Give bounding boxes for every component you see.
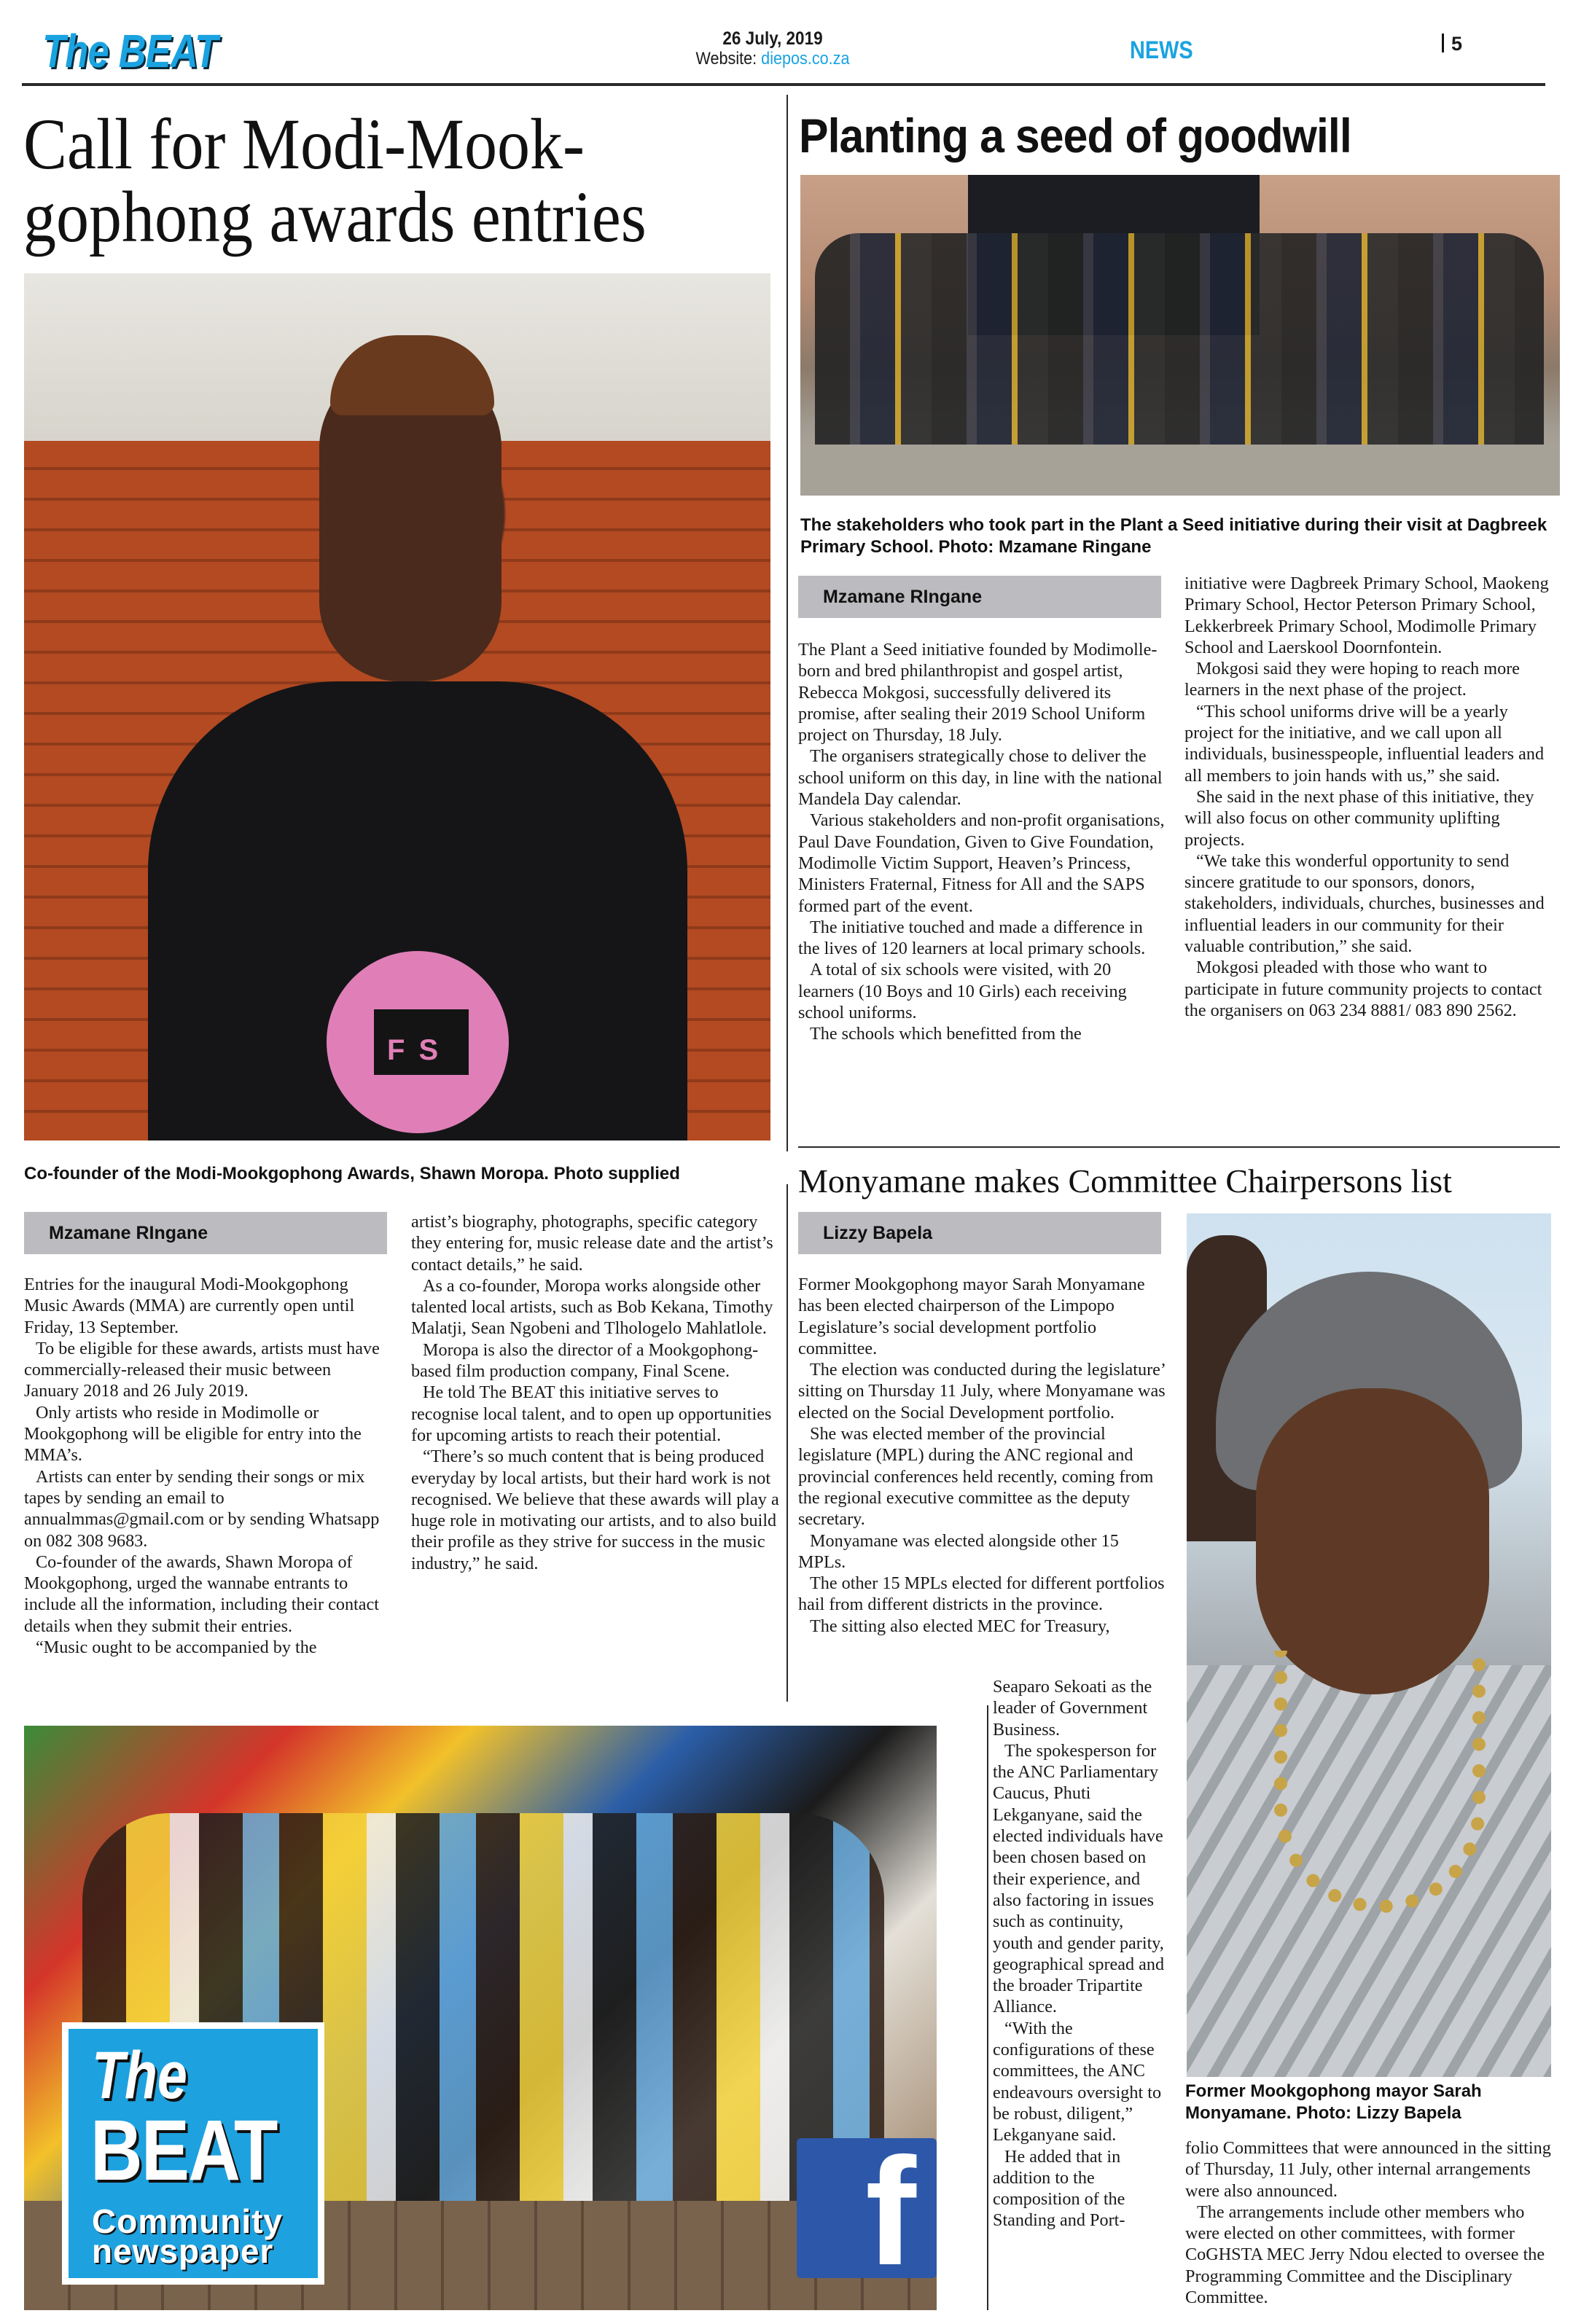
badge-tagline	[92, 2202, 283, 2271]
paragraph: The arrangements include other members who were elected on other committees, with former CoGHSTA MEC Jerry Ndou elected to oversee the Programming Committee and the Disciplinary Committee.	[1185, 2202, 1545, 2308]
page-number: 5	[1442, 33, 1462, 55]
paragraph: Mokgosi said they were hoping to reach more learners in the next phase of the project.	[1184, 659, 1520, 700]
paragraph: The election was conducted during the legislature’ sitting on Thursday 11 July, where Monyamane was elected on the Social Development portfolio.	[798, 1360, 1166, 1423]
paragraph: Seaparo Sekoati as the leader of Government Business.	[993, 1677, 1152, 1740]
paragraph: The initiative touched and made a difference in the lives of 120 learners at local primary schools.	[798, 917, 1146, 959]
paragraph: Co-founder of the awards, Shawn Moropa of Mookgophong, urged the wannabe entrants to include all the information, including their contact details when they submit their entries.	[24, 1552, 379, 1636]
paragraph: Only artists who reside in Modimolle or Mookgophong will be eligible for entry into the MMA’s.	[24, 1402, 362, 1466]
article-column-awards-a	[24, 1274, 389, 1658]
paragraph: To be eligible for these awards, artists must have commercially-released their music between January 2018 and 26 July 2019.	[24, 1338, 380, 1401]
photo-shawn-moropa	[24, 273, 770, 1141]
headline-seed: Planting a seed of goodwill	[799, 109, 1351, 163]
website-line	[687, 50, 858, 69]
paragraph: Artists can enter by sending their songs or mix tapes by sending an email to annualmmas@gmail.com or by sending Whatsapp on 082 308 9683.	[24, 1466, 380, 1551]
paragraph: The sitting also elected MEC for Treasury,	[810, 1616, 1110, 1636]
paragraph: “This school uniforms drive will be a yearly project for the initiative, and we call upon all individuals, businesspeople, influential leaders and all members to join hands with us,” she said.	[1184, 701, 1545, 786]
column-divider	[786, 95, 788, 1151]
paragraph: “We take this wonderful opportunity to send sincere gratitude to our sponsors, donors, stakeholders, individuals, churches, businesses and influential leaders in our community for their valuable contribution,” she said.	[1184, 850, 1545, 957]
paragraph: “Music ought to be accompanied by the	[36, 1638, 317, 1658]
paragraph: He added that in addition to the composition of the Standing and Port-	[993, 2146, 1125, 2231]
website-label: Website:	[695, 48, 757, 69]
masthead-rule	[22, 83, 1545, 86]
paragraph: She was elected member of the provincial legislature (MPL) during the ANC regional and provincial conferences held recently, coming from the regional executive committee as the deputy secretary.	[798, 1424, 1154, 1530]
photo-caption-stakeholders: The stakeholders who took part in the Plant a Seed initiative during their visit at Dagbreek Primary School. Photo: Mzamane Ringane	[800, 515, 1547, 557]
paragraph: The spokesperson for the ANC Parliamentary Caucus, Phuti Lekganyane, said the elected individuals have been chosen based on their experience, and also factoring in issues such as continuity, youth and gender parity, geographical spread and the broader Tripartite Alliance.	[993, 1740, 1165, 2017]
issue-date: 26 July, 2019	[722, 28, 823, 49]
headline-awards: Call for Modi-Mook-gophong awards entries	[23, 103, 647, 257]
byline-monyamane: Lizzy Bapela	[798, 1212, 1161, 1254]
article-column-monyamane-a	[798, 1274, 1166, 1637]
byline-seed: Mzamane RIngane	[798, 576, 1161, 618]
article-column-monyamane-b	[993, 1676, 1166, 2231]
badge-beat: BEAT	[90, 2102, 277, 2199]
photo-stakeholders	[800, 175, 1560, 496]
paragraph: Former Mookgophong mayor Sarah Monyamane has been elected chairperson of the Limpopo Legislature’s social development portfolio committee.	[798, 1275, 1145, 1358]
paragraph: As a co-founder, Moropa works alongside other talented local artists, such as Bob Kekana, Timothy Malatji, Sean Ngobeni and Tlhologelo Mahlatlole.	[411, 1275, 773, 1339]
paragraph: Entries for the inaugural Modi-Mookgophong Music Awards (MMA) are currently open until Friday, 13 September.	[24, 1275, 355, 1337]
paragraph: She said in the next phase of this initiative, they will also focus on other community uplifting projects.	[1184, 786, 1534, 850]
column-divider	[987, 1705, 988, 2310]
byline-awards: Mzamane RIngane	[24, 1212, 387, 1254]
paragraph: “There’s so much content that is being produced everyday by local artists, but their hard work is not recognised. We believe that these awards will play a huge role in motivating our artists, and to also build their profile as they strive for success in the music industry,” he said.	[411, 1447, 779, 1573]
paragraph: The Plant a Seed initiative founded by Modimolle-born and bred philanthropist and gospel artist, Rebecca Mokgosi, successfully delivered its promise, after sealing their 2019 School Uniform project on Thursday, 18 July.	[798, 640, 1158, 746]
beat-community-badge	[62, 2022, 324, 2285]
paragraph: Mokgosi pleaded with those who want to participate in future community projects to contact the organisers on 063 234 8881/ 083 890 2562.	[1184, 958, 1542, 1020]
headline-monyamane: Monyamane makes Committee Chairpersons list	[798, 1162, 1452, 1200]
badge-community: Community	[92, 2202, 283, 2240]
badge-newspaper: newspaper	[92, 2232, 274, 2271]
paragraph: The schools which benefitted from the	[810, 1024, 1082, 1044]
photo-ground	[800, 445, 1560, 496]
badge-background	[69, 2029, 318, 2278]
article-column-seed-a	[798, 639, 1166, 1045]
paragraph: Various stakeholders and non-profit organisations, Paul Dave Foundation, Given to Give Foundation, Modimolle Victim Support, Heaven’s Princess, Ministers Fraternal, Fitness for All and the SAPS formed part of the event.	[798, 810, 1165, 916]
section-divider	[798, 1146, 1560, 1148]
section-label: NEWS	[1130, 36, 1193, 64]
photo-face	[1256, 1388, 1489, 1694]
website-link[interactable]: diepos.co.za	[761, 48, 850, 69]
photo-group-people	[815, 233, 1544, 452]
article-column-seed-b	[1184, 573, 1556, 1021]
paragraph: artist’s biography, photographs, specific category they entering for, music release date and the artist’s contact details,” he said.	[411, 1212, 773, 1275]
paragraph: Monyamane was elected alongside other 15 MPLs.	[798, 1530, 1119, 1572]
facebook-icon[interactable]	[797, 2138, 937, 2278]
photo-caption-monyamane: Former Mookgophong mayor Sarah Monyamane. Photo: Lizzy Bapela	[1185, 2081, 1482, 2123]
paragraph: “With the configurations of these committees, the ANC endeavours oversight to be robust, diligent,” Lekganyane said.	[993, 2018, 1162, 2145]
photo-caption-shawn: Co-founder of the Modi-Mookgophong Awards, Shawn Moropa. Photo supplied	[24, 1164, 680, 1183]
photo-sarah-monyamane	[1187, 1213, 1551, 2077]
paragraph: He told The BEAT this initiative serves to recognise local talent, and to open up opportunities for upcoming artists to reach their potential.	[411, 1382, 772, 1445]
badge-the: The	[92, 2038, 187, 2113]
article-column-awards-b	[411, 1211, 779, 1574]
paragraph: Moropa is also the director of a Mookgophong-based film production company, Final Scene.	[411, 1339, 759, 1382]
paragraph: A total of six schools were visited, with 20 learners (10 Boys and 10 Girls) each receiving school uniforms.	[798, 960, 1127, 1023]
article-column-monyamane-c	[1185, 2137, 1558, 2308]
facebook-glyph: f	[865, 2138, 916, 2278]
photo-mayoral-chain	[1274, 1651, 1486, 1913]
clapperboard-icon	[374, 1009, 469, 1075]
paragraph: The organisers strategically chose to deliver the school uniform on this day, in line with the national Mandela Day calendar.	[798, 746, 1163, 810]
paragraph: The other 15 MPLs elected for different portfolios hail from different districts in the province.	[798, 1573, 1165, 1615]
paragraph: folio Committees that were announced in the sitting of Thursday, 11 July, other internal arrangements were also announced.	[1185, 2138, 1551, 2201]
paragraph: initiative were Dagbreek Primary School, Maokeng Primary School, Hector Peterson Primary School, Lekkerbreek Primary School, Modimolle Primary School and Laerskool Doornfontein.	[1184, 574, 1549, 657]
dateline	[678, 29, 867, 69]
masthead-logo: The BEAT	[42, 25, 218, 77]
column-divider	[786, 1184, 788, 1702]
